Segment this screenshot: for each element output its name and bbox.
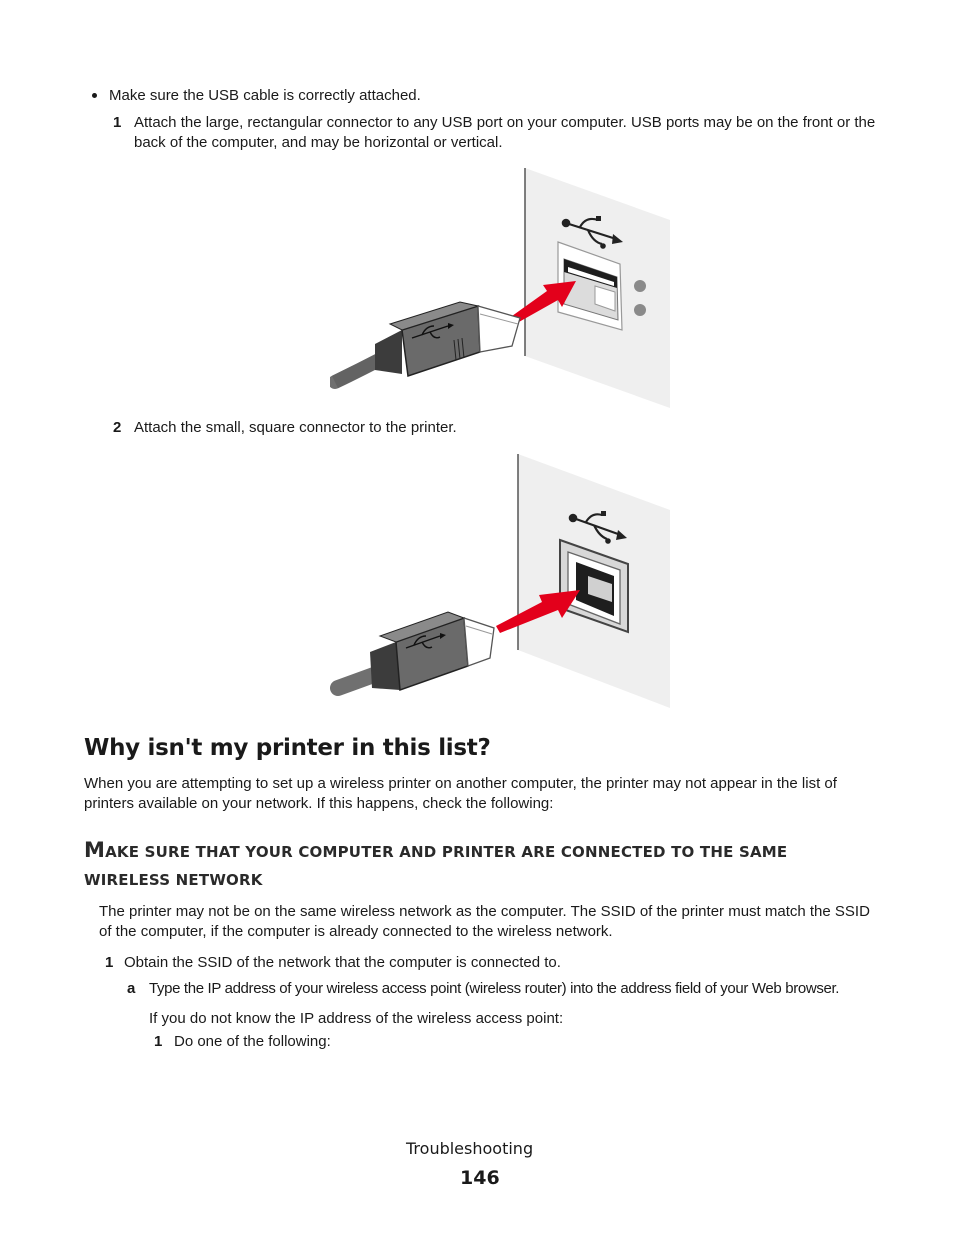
- usb-b-connector: [370, 642, 400, 690]
- do-one-text: Do one of the following:: [174, 1033, 331, 1050]
- subheading: [84, 836, 844, 894]
- footer-section-label: Troubleshooting: [406, 1139, 534, 1158]
- usb-a-connector: [375, 330, 402, 374]
- obtain-step-number: 1: [105, 954, 114, 971]
- subheading-rest: AKE SURE THAT YOUR COMPUTER AND PRINTER ARE CONNECTED TO THE SAME WIRELESS NETWORK: [84, 843, 788, 889]
- sub-step-a-text: Type the IP address of your wireless access point (wireless router) into the address field of your Web browser.: [149, 980, 840, 997]
- sub-step-a-label: a: [127, 980, 136, 997]
- step-2-number: 2: [113, 419, 122, 436]
- step-1-number: 1: [113, 114, 122, 131]
- bullet-dot: [92, 93, 97, 98]
- page-number: 146: [460, 1167, 500, 1189]
- subheading-initial: M: [84, 838, 106, 862]
- intro-paragraph: When you are attempting to set up a wireless printer on another computer, the printer may not appear in the list of printers available on your network. If this happens, check the following:: [84, 775, 837, 812]
- usb-b-illustration: [330, 452, 675, 712]
- bullet-usb-text: Make sure the USB cable is correctly attached.: [109, 87, 421, 104]
- step-1-text: Attach the large, rectangular connector to any USB port on your computer. USB ports may be on the front or the back of the computer, and may be horizontal or vertical.: [134, 114, 876, 151]
- do-one-number: 1: [154, 1033, 163, 1050]
- if-not-know-text: If you do not know the IP address of the wireless access point:: [149, 1010, 564, 1027]
- obtain-step-text: Obtain the SSID of the network that the computer is connected to.: [124, 954, 561, 971]
- section-heading: Why isn't my printer in this list?: [84, 735, 491, 761]
- usb-a-illustration: [330, 164, 675, 412]
- step-2-text: Attach the small, square connector to the printer.: [134, 419, 457, 436]
- ssid-paragraph: The printer may not be on the same wireless network as the computer. The SSID of the printer must match the SSID of the computer, if the computer is already connected to the wireless network.: [99, 903, 870, 940]
